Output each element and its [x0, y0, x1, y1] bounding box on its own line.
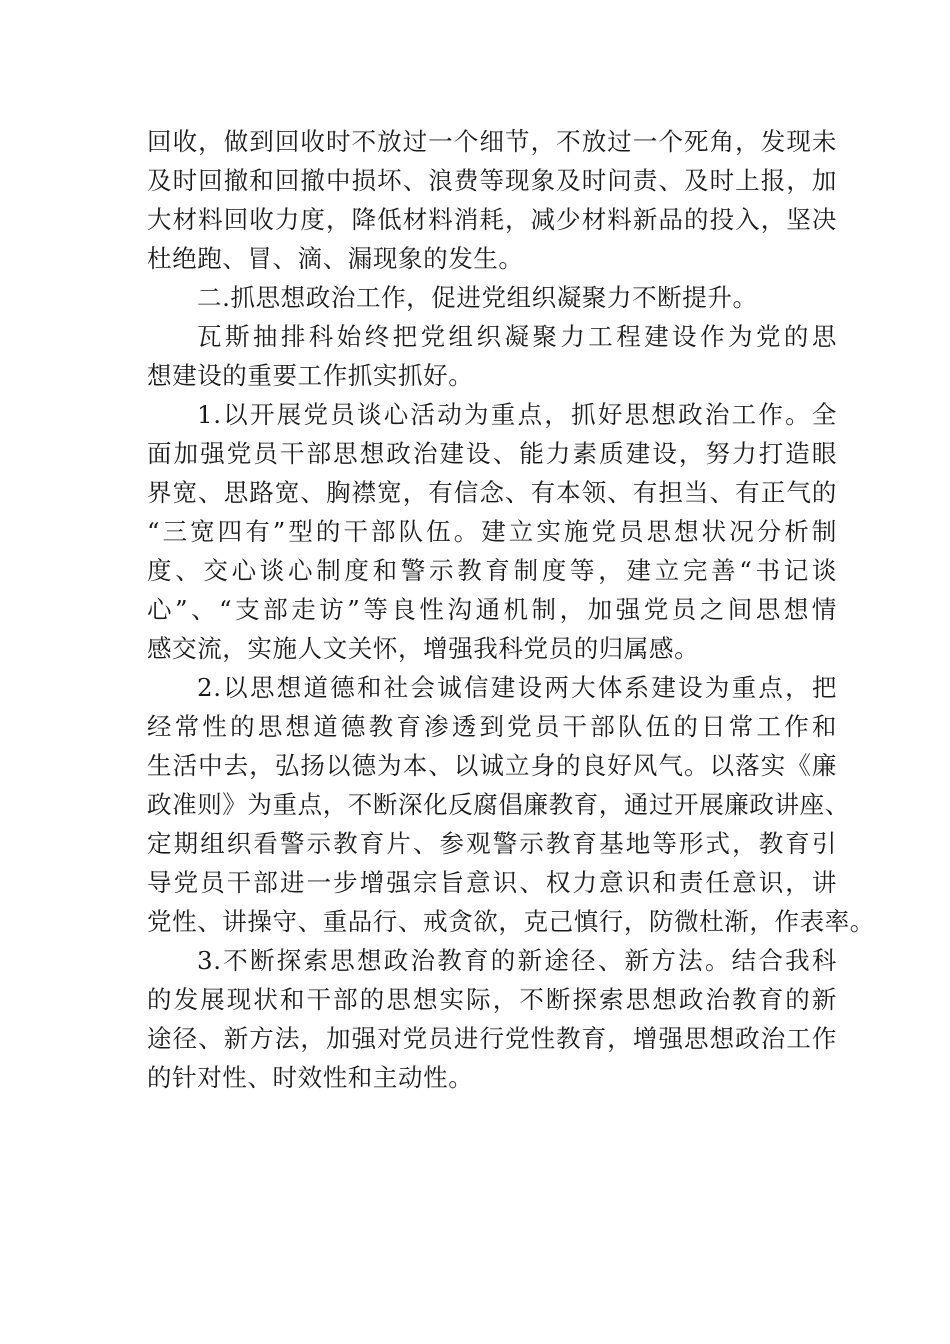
- text-line: 心”、“支部走访”等良性沟通机制，加强党员之间思想情: [147, 595, 837, 624]
- text-line: 党性、讲操守、重品行、戒贪欲，克己慎行，防微杜渐，作表率。: [147, 907, 875, 936]
- text-line: 杜绝跑、冒、滴、漏现象的发生。: [147, 244, 524, 273]
- text-line: 途径、新方法，加强对党员进行党性教育，增强思想政治工作: [147, 1024, 837, 1053]
- text-line: 生活中去，弘扬以德为本、以诚立身的良好风气。以落实《廉: [147, 751, 837, 780]
- text-line: 3.不断探索思想政治教育的新途径、新方法。结合我科: [197, 946, 837, 975]
- section-heading: 二.抓思想政治工作，促进党组织凝聚力不断提升。: [197, 283, 758, 312]
- text-line: 面加强党员干部思想政治建设、能力素质建设，努力打造眼: [147, 439, 837, 468]
- text-line: 定期组织看警示教育片、参观警示教育基地等形式，教育引: [147, 829, 837, 858]
- text-line: 界宽、思路宽、胸襟宽，有信念、有本领、有担当、有正气的: [147, 478, 837, 507]
- text-line: 及时回撤和回撤中损坏、浪费等现象及时问责、及时上报，加: [147, 166, 837, 195]
- text-line: 瓦斯抽排科始终把党组织凝聚力工程建设作为党的思: [197, 322, 837, 351]
- text-line: 的针对性、时效性和主动性。: [147, 1063, 474, 1092]
- text-line: 想建设的重要工作抓实抓好。: [147, 361, 474, 390]
- text-line: 的发展现状和干部的思想实际，不断探索思想政治教育的新: [147, 985, 837, 1014]
- text-line: 经常性的思想道德教育渗透到党员干部队伍的日常工作和: [147, 712, 837, 741]
- text-line: 度、交心谈心制度和警示教育制度等，建立完善“书记谈: [147, 556, 837, 585]
- text-line: 2.以思想道德和社会诚信建设两大体系建设为重点，把: [197, 673, 837, 702]
- text-line: 大材料回收力度，降低材料消耗，减少材料新品的投入，坚决: [147, 205, 837, 234]
- text-line: 回收，做到回收时不放过一个细节，不放过一个死角，发现未: [147, 127, 837, 156]
- text-line: 导党员干部进一步增强宗旨意识、权力意识和责任意识，讲: [147, 868, 837, 897]
- text-line: 政准则》为重点，不断深化反腐倡廉教育，通过开展廉政讲座、: [147, 790, 850, 819]
- text-line: 感交流，实施人文关怀，增强我科党员的归属感。: [147, 634, 700, 663]
- text-line: 1.以开展党员谈心活动为重点，抓好思想政治工作。全: [197, 400, 837, 429]
- text-line: “三宽四有”型的干部队伍。建立实施党员思想状况分析制: [147, 517, 837, 546]
